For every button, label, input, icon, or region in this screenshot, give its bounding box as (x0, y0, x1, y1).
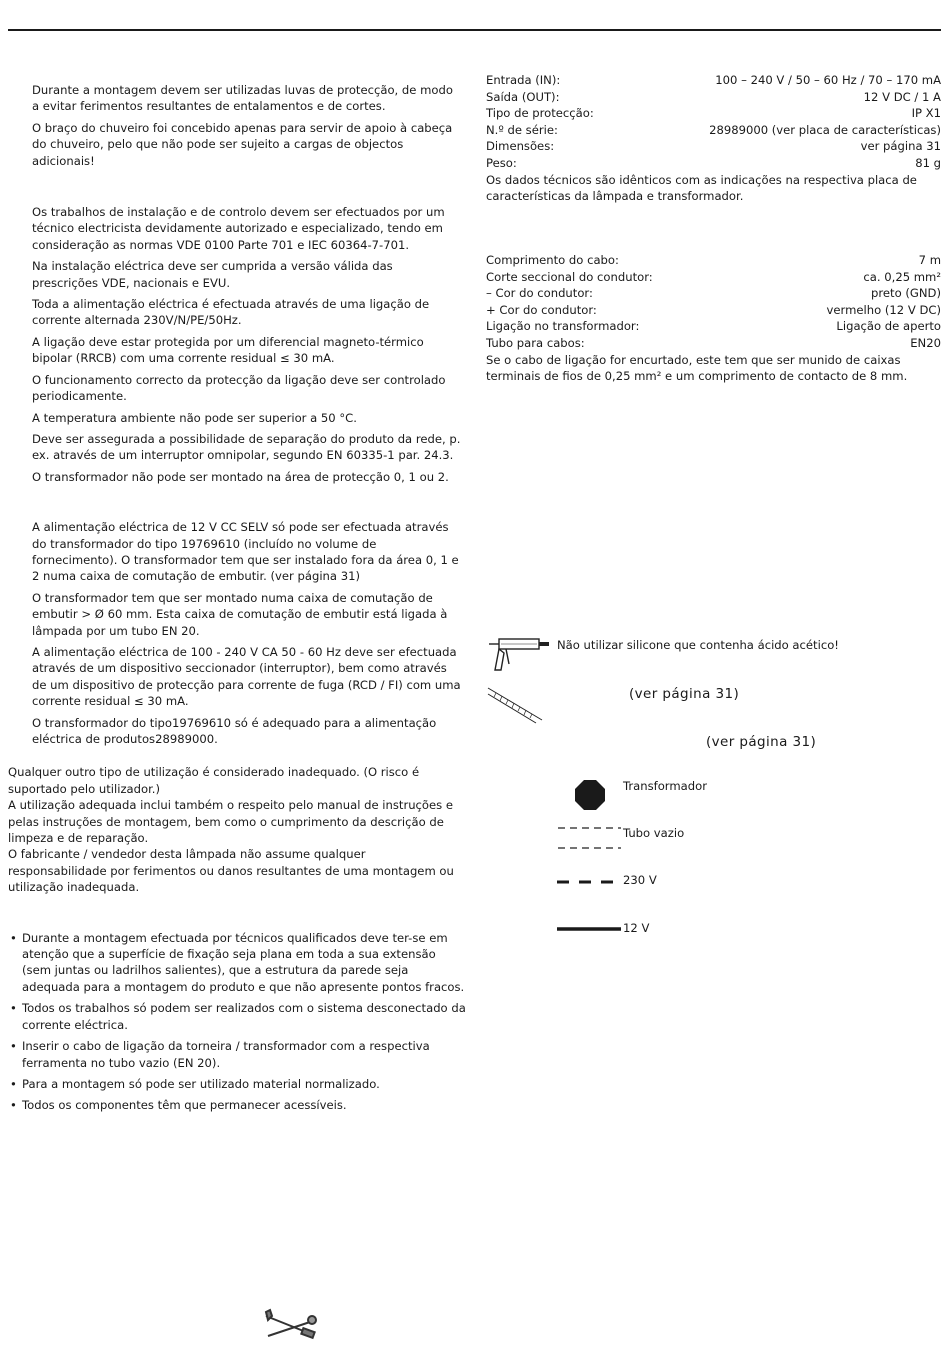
cable-row (486, 252, 941, 269)
cable-data (486, 252, 941, 385)
page-reference: (ver página 31) (706, 734, 817, 750)
usage-section (8, 764, 466, 895)
tech-label: Dimensões: (486, 139, 555, 154)
cable-value: ca. 0,25 mm² (863, 269, 941, 284)
cable-label: Corte seccional do condutor: (486, 269, 653, 284)
silicone-warning: Não utilizar silicone que contenha ácido acético! (557, 638, 839, 652)
page-reference: (ver página 31) (629, 686, 740, 702)
installation-paragraph: O transformador não pode ser montado na área de protecção 0, 1 ou 2. (32, 469, 449, 484)
tech-row (486, 155, 941, 172)
tech-row (486, 138, 941, 155)
safety-section (8, 82, 466, 169)
tech-row (486, 122, 941, 139)
empty-tube-line-icon (557, 824, 623, 856)
power-paragraph: O transformador tem que ser montado numa caixa de comutação de embutir > Ø 60 mm. Esta caixa de comutação de embutir está ligada à lâmpada por um tubo EN 20. (32, 590, 448, 638)
tech-row (486, 72, 941, 89)
tech-value: 12 V DC / 1 A (863, 89, 941, 104)
list-item: • Todos os componentes têm que permanecer acessíveis. (8, 1097, 466, 1113)
cable-label: Ligação no transformador: (486, 319, 640, 334)
cable-value: 7 m (918, 253, 941, 267)
12v-line-icon (557, 919, 623, 938)
list-item: • Todos os trabalhos só podem ser realizados com o sistema desconectado da corrente eléctrica. (8, 1000, 466, 1033)
legend-empty-tube: Tubo vazio (623, 826, 685, 840)
installation-paragraph: Na instalação eléctrica deve ser cumprida a versão válida das prescrições VDE, nacionais e EVU. (32, 259, 393, 290)
installation-paragraph: A temperatura ambiente não pode ser superior a 50 °C. (32, 410, 357, 425)
installation-paragraph: A ligação deve estar protegida por um diferencial magneto-térmico bipolar (RRCB) com uma corrente residual ≤ 30 mA. (32, 334, 424, 366)
list-item: • Inserir o cabo de ligação da torneira / transformador com a respectiva ferramenta no tubo vazio (EN 20). (8, 1038, 466, 1071)
ruler-icon (486, 686, 546, 730)
tech-label: Tipo de protecção: (486, 106, 594, 121)
cable-label: Comprimento do cabo: (486, 253, 619, 267)
tools-icon (262, 1308, 320, 1348)
cable-value: vermelho (12 V DC) (826, 302, 941, 317)
tech-value: ver página 31 (860, 139, 941, 154)
top-rule (8, 29, 941, 31)
cable-label: Tubo para cabos: (486, 335, 585, 350)
left-column (8, 82, 466, 1119)
cable-note: Se o cabo de ligação for encurtado, este tem que ser munido de caixas terminais de fios de 0,25 mm² e um comprimento de contacto de 8 mm. (486, 352, 908, 384)
cable-label: + Cor do condutor: (486, 302, 597, 317)
cable-row (486, 269, 941, 286)
usage-paragraph: A utilização adequada inclui também o respeito pelo manual de instruções e pelas instruções de montagem, bem como o cumprimento da descrição de limpeza e de reparação. (8, 798, 454, 846)
cable-row (486, 335, 941, 352)
cable-row (486, 285, 941, 302)
cable-value: preto (GND) (871, 286, 941, 301)
power-paragraph: A alimentação eléctrica de 100 - 240 V CA 50 - 60 Hz deve ser efectuada através de um dispositivo seccionador (interruptor), bem como através de um dispositivo de protecção para corrente de fuga (RCD / FI) com uma corrente residual ≤ 30 mA. (32, 644, 461, 709)
octagon-icon (574, 779, 606, 815)
tech-row (486, 105, 941, 122)
technical-data (486, 72, 941, 205)
cable-value: EN20 (910, 335, 941, 350)
tech-label: N.º de série: (486, 122, 558, 137)
usage-paragraph: O fabricante / vendedor desta lâmpada não assume qualquer responsabilidade por ferimentos ou danos resultantes de uma montagem ou utilização inadequada. (8, 847, 454, 895)
cable-value: Ligação de aperto (836, 319, 941, 334)
installation-paragraph: Deve ser assegurada a possibilidade de separação do produto da rede, p. ex. através de um interruptor omnipolar, segundo EN 60335-1 par. 24.3. (32, 431, 461, 463)
230v-line-icon (557, 872, 623, 891)
tech-row (486, 89, 941, 106)
tech-note: Os dados técnicos são idênticos com as indicações na respectiva placa de características da lâmpada e transformador. (486, 172, 917, 204)
tech-label: Entrada (IN): (486, 73, 561, 87)
silicone-gun-icon (485, 636, 555, 680)
safety-paragraph-2: O braço do chuveiro foi concebido apenas para servir de apoio à cabeça do chuveiro, pelo que não pode ser sujeito a cargas de objectos adicionais! (32, 120, 453, 168)
power-paragraph: A alimentação eléctrica de 12 V CC SELV só pode ser efectuada através do transformador do tipo 19769610 (incluído no volume de fornecimento). O transformador tem que ser instalado fora da área 0, 1 e 2 numa caixa de comutação de embutir. (ver página 31) (32, 520, 459, 584)
tech-value: 28989000 (ver placa de características) (709, 122, 941, 137)
safety-paragraph-1: Durante a montagem devem ser utilizadas luvas de protecção, de modo a evitar ferimentos resultantes de entalamentos e de cortes. (32, 83, 453, 114)
usage-paragraph: Qualquer outro tipo de utilização é considerado inadequado. (O risco é suportado pelo utilizador.) (8, 765, 420, 796)
power-section (8, 519, 466, 747)
installation-paragraph: O funcionamento correcto da protecção da ligação deve ser controlado periodicamente. (32, 372, 446, 404)
power-paragraph: O transformador do tipo19769610 só é adequado para a alimentação eléctrica de produtos28989000. (32, 715, 437, 746)
cable-row (486, 318, 941, 335)
installation-paragraph: Os trabalhos de instalação e de controlo devem ser efectuados por um técnico electricista devidamente autorizado e especializado, tendo em consideração as normas VDE 0100 Parte 701 e IEC 60364-7-701. (32, 205, 445, 252)
list-item: • Para a montagem só pode ser utilizado material normalizado. (8, 1076, 466, 1092)
tech-label: Saída (OUT): (486, 89, 560, 104)
tech-label: Peso: (486, 155, 517, 170)
cable-row (486, 302, 941, 319)
tech-value: IP X1 (911, 106, 941, 121)
list-item: • Durante a montagem efectuada por técnicos qualificados deve ter-se em atenção que a superfície de fixação seja plana em toda a sua extensão (sem juntas ou ladrilhos salientes), que a estrutura da parede seja adequada para a montagem do produto e que não apresente pontos fracos. (8, 930, 466, 996)
assembly-bullet-list (8, 930, 466, 1114)
tech-value: 81 g (915, 155, 941, 170)
tech-value: 100 – 240 V / 50 – 60 Hz / 70 – 170 mA (715, 73, 941, 87)
cable-label: – Cor do condutor: (486, 286, 593, 301)
installation-paragraph: Toda a alimentação eléctrica é efectuada através de uma ligação de corrente alternada 230V/N/PE/50Hz. (32, 297, 430, 328)
legend-12v: 12 V (623, 921, 650, 935)
legend-230v: 230 V (623, 873, 657, 887)
installation-section (8, 204, 466, 485)
legend-transformer: Transformador (623, 779, 707, 793)
